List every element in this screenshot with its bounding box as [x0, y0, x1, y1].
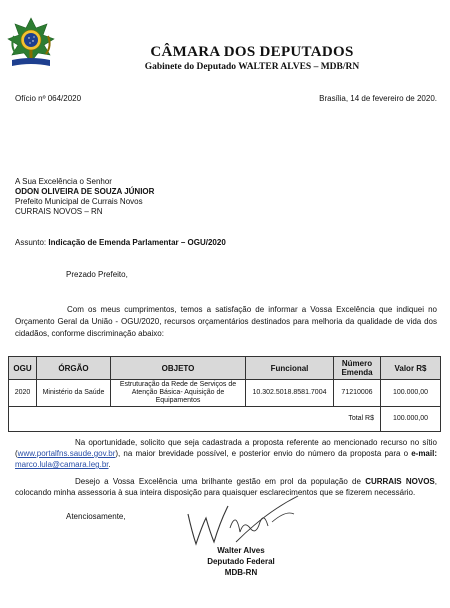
para3-end: , colocando minha assessoria à sua inteira disposição para quaisquer esclarecimentos que se fizerem necessário.: [15, 477, 438, 497]
chamber-title: CÂMARA DOS DEPUTADOS: [150, 44, 354, 60]
header-cell: OBJETO: [111, 357, 246, 380]
table-header-row: [9, 357, 441, 380]
header-cell: Valor R$: [381, 357, 441, 380]
para3-start: Desejo a Vossa Excelência uma brilhante gestão em prol da população de: [75, 477, 366, 486]
office-subtitle: Gabinete do Deputado WALTER ALVES – MDB/RN: [144, 62, 360, 72]
table-cell: 10.302.5018.8581.7004: [246, 380, 334, 407]
email-colon: :: [434, 449, 437, 458]
header-cell: Número Emenda: [334, 357, 381, 380]
subject-line: [15, 238, 226, 248]
table-row: [9, 380, 441, 407]
amendment-table: [8, 356, 441, 432]
table-cell: Estruturação da Rede de Serviços de Atenção Básica- Aquisição de Equipamentos: [111, 380, 246, 407]
total-label: Total R$: [9, 407, 381, 432]
header-cell: OGU: [9, 357, 37, 380]
table-cell: 71210006: [334, 380, 381, 407]
para2-mid: ), na maior brevidade possível, e posterior envio do número da proposta para o: [115, 449, 412, 458]
recipient-role: Prefeito Municipal de Currais Novos: [15, 197, 143, 206]
coat-of-arms-logo: [6, 16, 56, 74]
recipient-salutation: A Sua Excelência o Senhor: [15, 177, 112, 186]
city-name: CURRAIS NOVOS: [365, 477, 435, 486]
email-label: e-mail: [411, 449, 435, 458]
signer-name: Walter Alves: [217, 546, 265, 555]
signer-title: Deputado Federal: [207, 557, 275, 566]
table-cell: 100.000,00: [381, 380, 441, 407]
handwritten-signature: [176, 492, 306, 550]
para2-start: Na oportunidade, solicito que seja cadastrada a proposta referente ao mencionado recurso no sítio (: [15, 438, 437, 458]
header-cell: Funcional: [246, 357, 334, 380]
recipient-city: CURRAIS NOVOS – RN: [15, 207, 103, 216]
recipient-name: ODON OLIVEIRA DE SOUZA JÚNIOR: [15, 187, 155, 196]
letter-date: Brasília, 14 de fevereiro de 2020.: [319, 94, 437, 103]
greeting: Prezado Prefeito,: [66, 270, 128, 279]
email-link[interactable]: marco.lula@camara.leg.br: [15, 460, 109, 469]
paragraph-intro: Com os meus cumprimentos, temos a satisfação de informar a Vossa Excelência que indiquei no Orçamento Geral da União - OGU/2020, recursos orçamentários destinados para melhoria da qualidade de vida dos cidadãos, conforme discriminação abaixo:: [15, 305, 437, 338]
table-cell: Ministério da Saúde: [37, 380, 111, 407]
signer-party: MDB-RN: [224, 568, 258, 577]
subject-text: Indicação de Emenda Parlamentar – OGU/2020: [48, 238, 226, 247]
table-cell: 2020: [9, 380, 37, 407]
closing: Atenciosamente,: [66, 512, 126, 521]
portal-link[interactable]: www.portalfns.saude.gov.br: [17, 449, 116, 458]
paragraph-request: [15, 437, 437, 470]
total-value: 100.000,00: [381, 407, 441, 432]
header-cell: ÓRGÃO: [37, 357, 111, 380]
subject-label: Assunto:: [15, 238, 49, 247]
table-total-row: [9, 407, 441, 432]
para2-end: .: [108, 460, 111, 469]
letter-reference: Ofício nº 064/2020: [15, 94, 82, 103]
